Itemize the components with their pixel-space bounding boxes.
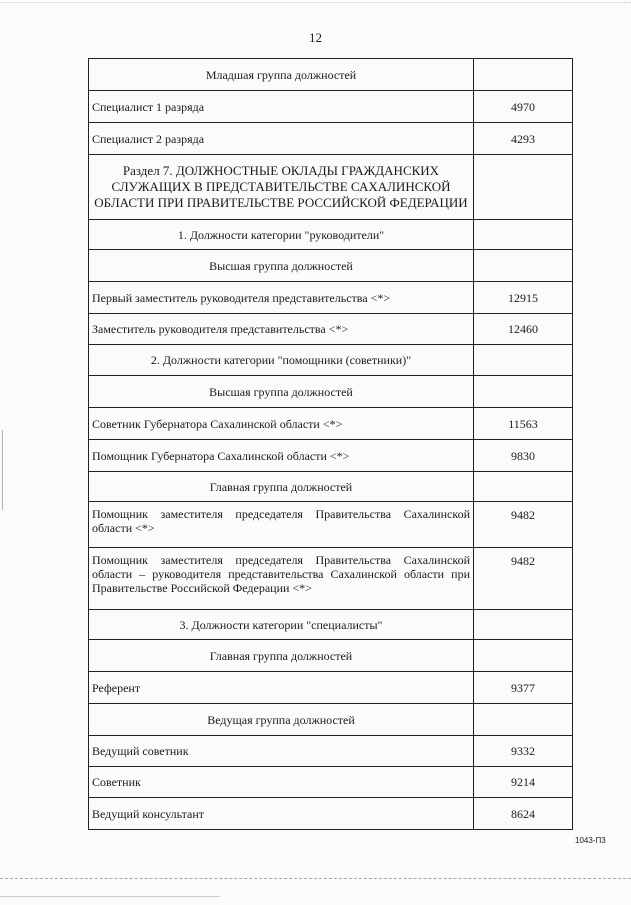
- row-name: Ведущий советник: [89, 736, 474, 767]
- row-value: 9482: [474, 548, 573, 610]
- row-name: Высшая группа должностей: [89, 250, 474, 282]
- row-value: 12915: [474, 282, 573, 314]
- table-row: [89, 345, 573, 376]
- row-name: Главная группа должностей: [89, 472, 474, 502]
- row-name: Специалист 2 разряда: [89, 123, 474, 155]
- table-row: [89, 767, 573, 798]
- row-value: 11563: [474, 408, 573, 440]
- row-value: 9214: [474, 767, 573, 798]
- table-row: [89, 502, 573, 548]
- row-name: Советник Губернатора Сахалинской области <*>: [89, 408, 474, 440]
- row-name: Помощник заместителя председателя Правительства Сахалинской области <*>: [89, 502, 474, 548]
- row-name: Помощник Губернатора Сахалинской области <*>: [89, 440, 474, 472]
- section-row: [89, 155, 573, 220]
- row-name: Советник: [89, 767, 474, 798]
- row-value: [474, 610, 573, 640]
- row-name: Высшая группа должностей: [89, 376, 474, 408]
- scan-artifact-top: [0, 2, 631, 4]
- table-row: [89, 640, 573, 672]
- table-row: [89, 548, 573, 610]
- table-row: [89, 610, 573, 640]
- row-name: Ведущая группа должностей: [89, 704, 474, 736]
- table-row: [89, 440, 573, 472]
- table-row: [89, 59, 573, 91]
- row-value: 4293: [474, 123, 573, 155]
- row-name: 3. Должности категории "специалисты": [89, 610, 474, 640]
- row-name: Ведущий консультант: [89, 798, 474, 830]
- table-row: [89, 376, 573, 408]
- table-row: [89, 123, 573, 155]
- row-name: Главная группа должностей: [89, 640, 474, 672]
- row-value: [474, 155, 573, 220]
- row-value: [474, 250, 573, 282]
- row-value: 4970: [474, 91, 573, 123]
- table-row: [89, 314, 573, 345]
- row-value: 9830: [474, 440, 573, 472]
- row-name: Первый заместитель руководителя представительства <*>: [89, 282, 474, 314]
- table-row: [89, 798, 573, 830]
- row-value: 9377: [474, 672, 573, 704]
- row-name: Специалист 1 разряда: [89, 91, 474, 123]
- row-value: [474, 220, 573, 250]
- table-row: [89, 672, 573, 704]
- row-value: 12460: [474, 314, 573, 345]
- row-value: [474, 472, 573, 502]
- table-row: [89, 472, 573, 502]
- table-row: [89, 91, 573, 123]
- row-value: [474, 59, 573, 91]
- row-name: Младшая группа должностей: [89, 59, 474, 91]
- table-row: [89, 736, 573, 767]
- row-value: [474, 640, 573, 672]
- row-value: 9332: [474, 736, 573, 767]
- section-title: Раздел 7. ДОЛЖНОСТНЫЕ ОКЛАДЫ ГРАЖДАНСКИХ СЛУЖАЩИХ В ПРЕДСТАВИТЕЛЬСТВЕ САХАЛИНСКОЙ ОБЛАСТИ ПРИ ПРАВИТЕЛЬСТВЕ РОССИЙСКОЙ ФЕДЕРАЦИИ: [94, 163, 468, 210]
- row-value: 9482: [474, 502, 573, 548]
- table-row: [89, 408, 573, 440]
- table-row: [89, 282, 573, 314]
- scan-artifact-bottom: [0, 878, 631, 880]
- document-code: 1043-П3: [575, 836, 606, 845]
- row-value: [474, 345, 573, 376]
- row-name: 1. Должности категории "руководители": [89, 220, 474, 250]
- row-name: Заместитель руководителя представительства <*>: [89, 314, 474, 345]
- row-value: 8624: [474, 798, 573, 830]
- scan-artifact-left: [2, 430, 3, 510]
- table-row: [89, 250, 573, 282]
- row-value: [474, 376, 573, 408]
- salary-table: [88, 58, 573, 830]
- table-row: [89, 704, 573, 736]
- row-value: [474, 704, 573, 736]
- row-name: 2. Должности категории "помощники (советники)": [89, 345, 474, 376]
- page-number: 12: [309, 30, 322, 45]
- row-name: Референт: [89, 672, 474, 704]
- table-row: [89, 220, 573, 250]
- row-name: Помощник заместителя председателя Правительства Сахалинской области – руководителя представительства Сахалинской области при Правительстве Российской Федерации <*>: [89, 548, 474, 610]
- scan-artifact-bottom-line: [0, 896, 220, 898]
